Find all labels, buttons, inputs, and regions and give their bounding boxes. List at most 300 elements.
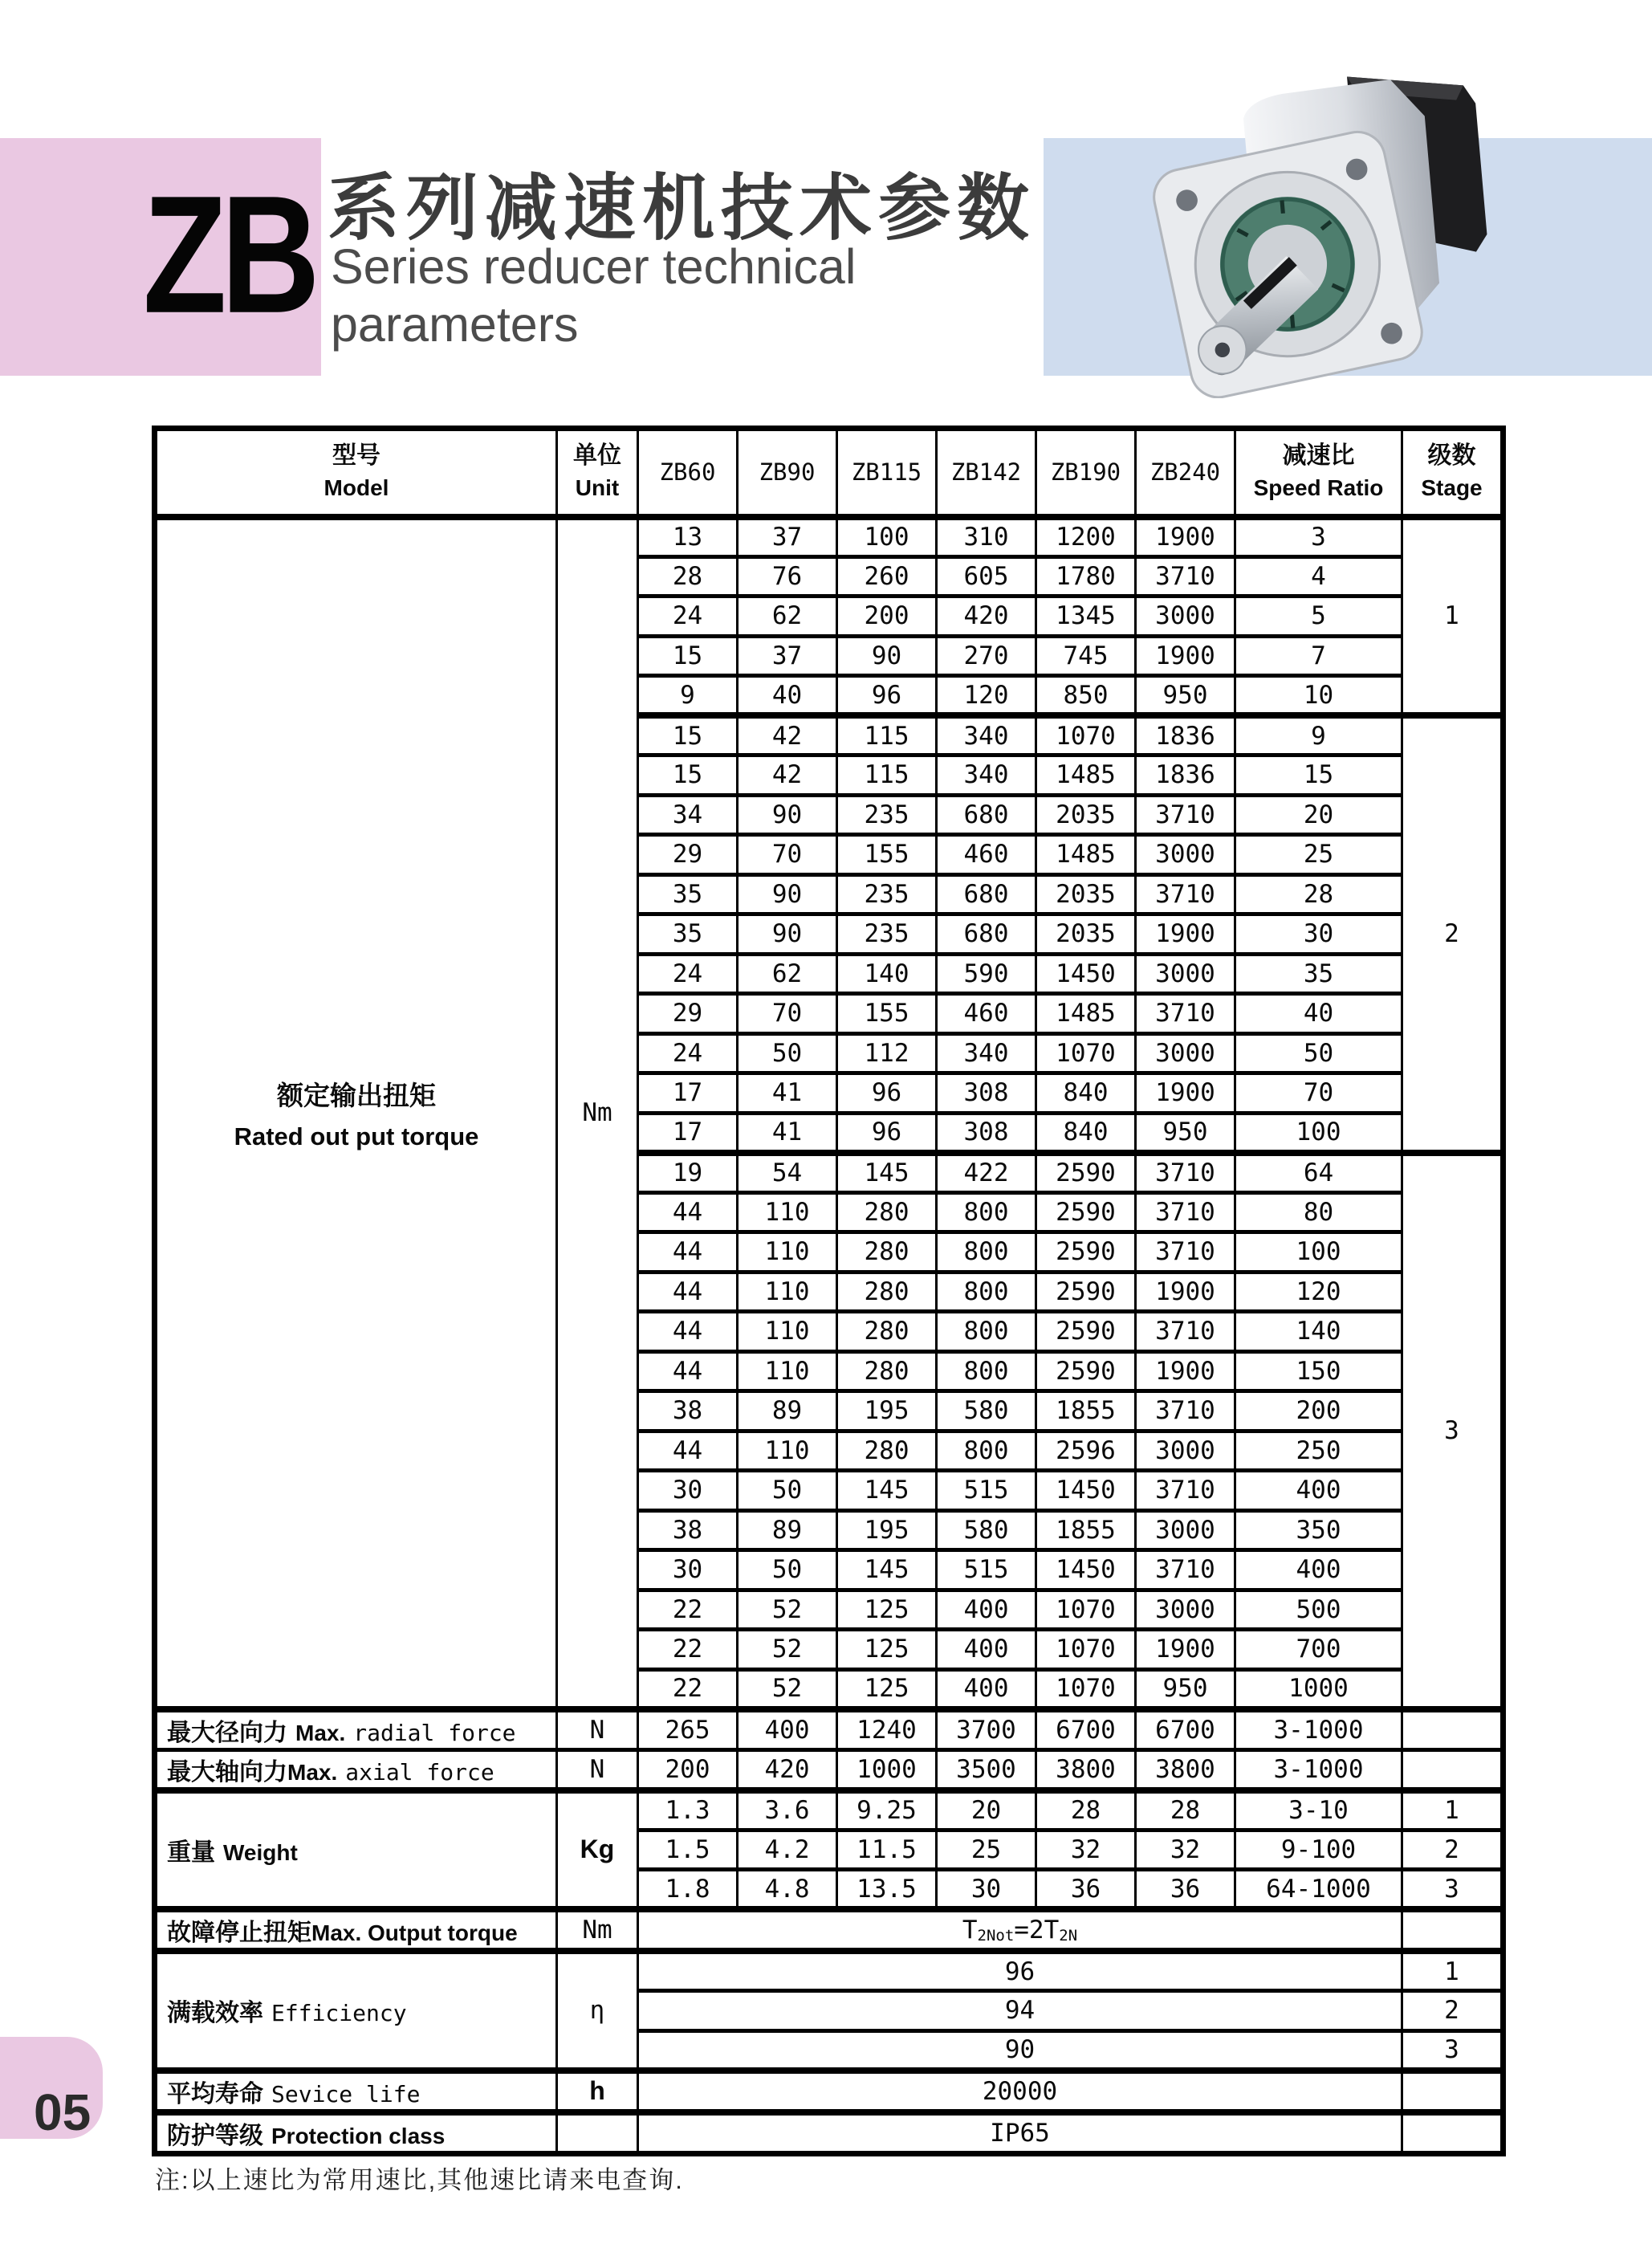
unit-cell: η — [557, 1951, 638, 2071]
col-header-unit-zh: 单位 — [573, 442, 621, 470]
torque-value: 460 — [937, 835, 1036, 875]
service-life-label-zh: 平均寿命 — [167, 2080, 263, 2107]
page-number: 05 — [34, 2083, 92, 2141]
torque-value: 400 — [937, 1669, 1036, 1709]
value-cell: 3800 — [1036, 1749, 1136, 1790]
torque-value: 2590 — [1036, 1312, 1136, 1352]
col-header-zb240: ZB240 — [1136, 429, 1235, 517]
torque-value: 9 — [638, 676, 738, 716]
stage-value: 2 — [1402, 1830, 1503, 1870]
torque-value: 1900 — [1136, 914, 1235, 955]
torque-value: 195 — [837, 1510, 937, 1550]
torque-value: 30 — [638, 1550, 738, 1590]
col-header-zb90: ZB90 — [738, 429, 837, 517]
page-title-en-line1: Series reducer technical — [331, 239, 857, 294]
torque-value: 50 — [738, 1471, 837, 1511]
stage-value: 1 — [1402, 1951, 1503, 1991]
torque-value: 400 — [937, 1630, 1036, 1670]
max-output-label-zh: 故障停止扭矩 — [167, 1920, 311, 1946]
torque-value: 235 — [837, 874, 937, 914]
torque-value: 41 — [738, 1073, 837, 1114]
protection-class-row — [155, 2112, 1503, 2154]
weight-row — [155, 1790, 1503, 1831]
torque-value: 1780 — [1036, 556, 1136, 597]
value-cell: 32 — [1136, 1830, 1235, 1870]
efficiency-value: 96 — [638, 1951, 1402, 1991]
col-header-stage-en: Stage — [1421, 475, 1483, 501]
torque-value: 340 — [937, 715, 1036, 755]
page-title-zh: 系列减速机技术参数 — [328, 169, 1036, 249]
torque-value: 1900 — [1136, 1351, 1235, 1391]
value-cell: 28 — [1136, 1790, 1235, 1831]
speed-ratio-value: 70 — [1235, 1073, 1402, 1114]
axial-label-zh: 最大轴向力 — [167, 1758, 287, 1786]
value-cell: 265 — [638, 1709, 738, 1750]
torque-value: 800 — [937, 1232, 1036, 1273]
col-header-unit-en: Unit — [575, 475, 620, 501]
torque-value: 89 — [738, 1391, 837, 1431]
torque-value: 145 — [837, 1471, 937, 1511]
speed-ratio-value: 10 — [1235, 676, 1402, 716]
formula-t1: T — [962, 1916, 978, 1945]
torque-value: 800 — [937, 1431, 1036, 1471]
torque-value: 76 — [738, 556, 837, 597]
torque-value: 800 — [937, 1272, 1036, 1312]
torque-value: 1900 — [1136, 517, 1235, 557]
row-label-max-output — [155, 1909, 557, 1951]
header-row — [155, 429, 1503, 517]
speed-ratio-value: 4 — [1235, 556, 1402, 597]
torque-value: 1900 — [1136, 1272, 1235, 1312]
torque-value: 13 — [638, 517, 738, 557]
value-cell: 3700 — [937, 1709, 1036, 1750]
torque-value: 50 — [738, 1550, 837, 1590]
torque-value: 3710 — [1136, 994, 1235, 1034]
torque-value: 44 — [638, 1272, 738, 1312]
ratio-cell: 3-1000 — [1235, 1709, 1402, 1750]
torque-value: 3710 — [1136, 1391, 1235, 1431]
efficiency-value: 94 — [638, 1991, 1402, 2031]
speed-ratio-value: 80 — [1235, 1192, 1402, 1232]
torque-value: 145 — [837, 1550, 937, 1590]
speed-ratio-value: 500 — [1235, 1590, 1402, 1630]
torque-value: 950 — [1136, 1113, 1235, 1153]
torque-value: 115 — [837, 755, 937, 796]
torque-value: 1070 — [1036, 1630, 1136, 1670]
torque-value: 3710 — [1136, 795, 1235, 835]
ratio-cell: 3-1000 — [1235, 1749, 1402, 1790]
torque-value: 195 — [837, 1391, 937, 1431]
torque-value: 590 — [937, 954, 1036, 994]
service-life-row — [155, 2071, 1503, 2112]
efficiency-row — [155, 1951, 1503, 1991]
torque-value: 3710 — [1136, 1471, 1235, 1511]
speed-ratio-value: 100 — [1235, 1232, 1402, 1273]
table-lower-section — [155, 1709, 1503, 2154]
page-title-en-line2: parameters — [331, 297, 579, 352]
torque-value: 680 — [937, 874, 1036, 914]
torque-value: 3710 — [1136, 1312, 1235, 1352]
torque-label-en: Rated out put torque — [234, 1122, 479, 1150]
col-header-zb142: ZB142 — [937, 429, 1036, 517]
torque-value: 280 — [837, 1351, 937, 1391]
torque-value: 280 — [837, 1272, 937, 1312]
torque-value: 235 — [837, 795, 937, 835]
torque-value: 3000 — [1136, 835, 1235, 875]
torque-value: 3710 — [1136, 556, 1235, 597]
torque-value: 2590 — [1036, 1192, 1136, 1232]
stage-value: 3 — [1402, 1870, 1503, 1910]
spec-table — [152, 426, 1506, 2156]
torque-value: 96 — [837, 1113, 937, 1153]
protection-label-en: Protection class — [271, 2123, 446, 2148]
torque-value: 2035 — [1036, 795, 1136, 835]
formula-t2: =2T — [1014, 1916, 1060, 1945]
torque-value: 580 — [937, 1391, 1036, 1431]
row-label-service-life — [155, 2071, 557, 2112]
speed-ratio-value: 30 — [1235, 914, 1402, 955]
torque-value: 1855 — [1036, 1391, 1136, 1431]
axial-force-row — [155, 1749, 1503, 1790]
col-header-stage-zh: 级数 — [1427, 442, 1476, 470]
speed-ratio-value: 150 — [1235, 1351, 1402, 1391]
col-header-ratio-zh: 减速比 — [1282, 442, 1355, 470]
series-code: ZB — [143, 161, 315, 348]
speed-ratio-value: 9 — [1235, 715, 1402, 755]
value-cell: 4.2 — [738, 1830, 837, 1870]
col-header-unit — [557, 429, 638, 517]
torque-value: 37 — [738, 636, 837, 676]
torque-value: 515 — [937, 1471, 1036, 1511]
row-label-weight — [155, 1790, 557, 1910]
torque-value: 24 — [638, 1033, 738, 1073]
ratio-cell: 3-10 — [1235, 1790, 1402, 1831]
torque-value: 41 — [738, 1113, 837, 1153]
stage-cell-empty — [1402, 2112, 1503, 2154]
value-cell: 36 — [1136, 1870, 1235, 1910]
torque-value: 35 — [638, 874, 738, 914]
speed-ratio-value: 5 — [1235, 597, 1402, 637]
speed-ratio-value: 50 — [1235, 1033, 1402, 1073]
torque-row-label — [155, 517, 557, 1709]
torque-value: 2590 — [1036, 1272, 1136, 1312]
torque-value: 96 — [837, 1073, 937, 1114]
speed-ratio-value: 1000 — [1235, 1669, 1402, 1709]
unit-cell: Nm — [557, 1909, 638, 1951]
torque-value: 22 — [638, 1590, 738, 1630]
torque-value: 52 — [738, 1590, 837, 1630]
torque-value: 745 — [1036, 636, 1136, 676]
torque-value: 3000 — [1136, 1431, 1235, 1471]
torque-value: 1070 — [1036, 1033, 1136, 1073]
stage-value: 3 — [1402, 2030, 1503, 2071]
torque-section — [155, 517, 1503, 1709]
torque-value: 2035 — [1036, 874, 1136, 914]
value-cell: 30 — [937, 1870, 1036, 1910]
torque-value: 3710 — [1136, 1192, 1235, 1232]
torque-value: 145 — [837, 1153, 937, 1193]
torque-value: 17 — [638, 1073, 738, 1114]
torque-value: 340 — [937, 755, 1036, 796]
col-header-stage — [1402, 429, 1503, 517]
torque-value: 155 — [837, 994, 937, 1034]
torque-value: 29 — [638, 835, 738, 875]
torque-value: 112 — [837, 1033, 937, 1073]
speed-ratio-value: 140 — [1235, 1312, 1402, 1352]
torque-value: 54 — [738, 1153, 837, 1193]
torque-value: 42 — [738, 715, 837, 755]
torque-value: 308 — [937, 1073, 1036, 1114]
value-cell: 3.6 — [738, 1790, 837, 1831]
gearbox-photo-icon — [1124, 53, 1522, 398]
torque-value: 110 — [738, 1431, 837, 1471]
torque-value: 125 — [837, 1590, 937, 1630]
torque-value: 1345 — [1036, 597, 1136, 637]
torque-value: 1200 — [1036, 517, 1136, 557]
torque-value: 15 — [638, 715, 738, 755]
torque-value: 420 — [937, 597, 1036, 637]
torque-value: 400 — [937, 1590, 1036, 1630]
torque-value: 38 — [638, 1391, 738, 1431]
torque-value: 515 — [937, 1550, 1036, 1590]
torque-value: 2590 — [1036, 1232, 1136, 1273]
torque-value: 280 — [837, 1431, 937, 1471]
torque-value: 110 — [738, 1312, 837, 1352]
footnote: 注:以上速比为常用速比,其他速比请来电查询. — [155, 2166, 684, 2194]
speed-ratio-value: 350 — [1235, 1510, 1402, 1550]
torque-value: 22 — [638, 1669, 738, 1709]
value-cell: 4.8 — [738, 1870, 837, 1910]
page-title-en — [331, 238, 856, 353]
max-output-formula — [638, 1909, 1402, 1951]
value-cell: 13.5 — [837, 1870, 937, 1910]
torque-value: 850 — [1036, 676, 1136, 716]
value-cell: 1.8 — [638, 1870, 738, 1910]
stage-cell-empty — [1402, 2071, 1503, 2112]
torque-value: 1485 — [1036, 835, 1136, 875]
row-label-axial — [155, 1749, 557, 1790]
torque-value: 2590 — [1036, 1351, 1136, 1391]
axial-label-en: axial force — [345, 1758, 494, 1786]
row-label-efficiency — [155, 1951, 557, 2071]
torque-value: 3000 — [1136, 1033, 1235, 1073]
speed-ratio-value: 20 — [1235, 795, 1402, 835]
value-cell: 1.3 — [638, 1790, 738, 1831]
speed-ratio-value: 400 — [1235, 1550, 1402, 1590]
efficiency-value: 90 — [638, 2030, 1402, 2071]
speed-ratio-value: 64 — [1235, 1153, 1402, 1193]
torque-value: 422 — [937, 1153, 1036, 1193]
torque-value: 3000 — [1136, 954, 1235, 994]
torque-value: 3710 — [1136, 1153, 1235, 1193]
torque-value: 3710 — [1136, 1550, 1235, 1590]
torque-value: 1836 — [1136, 755, 1235, 796]
torque-value: 35 — [638, 914, 738, 955]
torque-value: 90 — [738, 795, 837, 835]
torque-value: 110 — [738, 1272, 837, 1312]
col-header-zb60: ZB60 — [638, 429, 738, 517]
value-cell: 11.5 — [837, 1830, 937, 1870]
speed-ratio-value: 400 — [1235, 1471, 1402, 1511]
torque-value: 3710 — [1136, 874, 1235, 914]
stage-value: 2 — [1402, 715, 1503, 1153]
unit-cell: h — [557, 2071, 638, 2112]
torque-value: 3000 — [1136, 1590, 1235, 1630]
speed-ratio-value: 28 — [1235, 874, 1402, 914]
torque-value: 50 — [738, 1033, 837, 1073]
radial-force-row — [155, 1709, 1503, 1750]
torque-value: 34 — [638, 795, 738, 835]
torque-value: 308 — [937, 1113, 1036, 1153]
torque-value: 280 — [837, 1192, 937, 1232]
value-cell: 1.5 — [638, 1830, 738, 1870]
torque-value: 1900 — [1136, 1630, 1235, 1670]
unit-cell: N — [557, 1749, 638, 1790]
unit-cell: Kg — [557, 1790, 638, 1910]
col-header-model-zh: 型号 — [332, 442, 380, 470]
max-output-torque-row — [155, 1909, 1503, 1951]
radial-label-zh: 最大径向力 — [167, 1719, 287, 1746]
axial-label-max: Max. — [287, 1759, 338, 1785]
torque-value: 30 — [638, 1471, 738, 1511]
torque-value: 17 — [638, 1113, 738, 1153]
weight-label-zh: 重量 — [167, 1839, 215, 1866]
stage-cell-empty — [1402, 1709, 1503, 1750]
stage-value: 2 — [1402, 1991, 1503, 2031]
protection-label-zh: 防护等级 — [167, 2122, 263, 2149]
torque-value: 24 — [638, 954, 738, 994]
torque-value: 270 — [937, 636, 1036, 676]
torque-value: 3710 — [1136, 1232, 1235, 1273]
torque-value: 90 — [837, 636, 937, 676]
torque-value: 840 — [1036, 1113, 1136, 1153]
speed-ratio-value: 35 — [1235, 954, 1402, 994]
torque-value: 19 — [638, 1153, 738, 1193]
value-cell: 20 — [937, 1790, 1036, 1831]
torque-value: 125 — [837, 1669, 937, 1709]
stage-value: 1 — [1402, 1790, 1503, 1831]
torque-value: 800 — [937, 1351, 1036, 1391]
stage-value: 1 — [1402, 517, 1503, 716]
weight-label-en: Weight — [223, 1839, 298, 1865]
torque-value: 235 — [837, 914, 937, 955]
torque-value: 52 — [738, 1630, 837, 1670]
value-cell: 36 — [1036, 1870, 1136, 1910]
value-cell: 9.25 — [837, 1790, 937, 1831]
torque-value: 44 — [638, 1351, 738, 1391]
speed-ratio-value: 7 — [1235, 636, 1402, 676]
torque-value: 680 — [937, 914, 1036, 955]
torque-value: 1485 — [1036, 994, 1136, 1034]
torque-value: 140 — [837, 954, 937, 994]
torque-value: 580 — [937, 1510, 1036, 1550]
formula-sub1: 2Not — [977, 1927, 1015, 1945]
table-header-section — [155, 429, 1503, 517]
value-cell: 3500 — [937, 1749, 1036, 1790]
torque-value: 120 — [937, 676, 1036, 716]
torque-value: 1900 — [1136, 1073, 1235, 1114]
value-cell: 28 — [1036, 1790, 1136, 1831]
torque-value: 1450 — [1036, 1471, 1136, 1511]
col-header-model-en: Model — [323, 475, 389, 501]
torque-value: 1070 — [1036, 1669, 1136, 1709]
torque-value: 1450 — [1036, 1550, 1136, 1590]
speed-ratio-value: 200 — [1235, 1391, 1402, 1431]
torque-value: 110 — [738, 1232, 837, 1273]
value-cell: 3800 — [1136, 1749, 1235, 1790]
value-cell: 420 — [738, 1749, 837, 1790]
torque-value: 125 — [837, 1630, 937, 1670]
efficiency-label-en: Efficiency — [271, 2000, 407, 2027]
torque-value: 2035 — [1036, 914, 1136, 955]
torque-value: 100 — [837, 517, 937, 557]
speed-ratio-value: 15 — [1235, 755, 1402, 796]
torque-value: 40 — [738, 676, 837, 716]
torque-value: 62 — [738, 954, 837, 994]
torque-value: 1836 — [1136, 715, 1235, 755]
value-cell: 32 — [1036, 1830, 1136, 1870]
torque-value: 44 — [638, 1192, 738, 1232]
torque-value: 44 — [638, 1431, 738, 1471]
torque-value: 260 — [837, 556, 937, 597]
efficiency-label-zh: 满载效率 — [167, 2000, 263, 2027]
value-cell: 400 — [738, 1709, 837, 1750]
value-cell: 6700 — [1136, 1709, 1235, 1750]
torque-value: 840 — [1036, 1073, 1136, 1114]
unit-cell-empty — [557, 2112, 638, 2154]
torque-value: 950 — [1136, 1669, 1235, 1709]
torque-value: 800 — [937, 1192, 1036, 1232]
torque-value: 44 — [638, 1232, 738, 1273]
torque-value: 280 — [837, 1312, 937, 1352]
row-label-radial — [155, 1709, 557, 1750]
torque-value: 70 — [738, 835, 837, 875]
torque-value: 2596 — [1036, 1431, 1136, 1471]
speed-ratio-value: 120 — [1235, 1272, 1402, 1312]
formula-sub2: 2N — [1059, 1927, 1078, 1945]
torque-value: 1070 — [1036, 1590, 1136, 1630]
value-cell: 1240 — [837, 1709, 937, 1750]
torque-value: 15 — [638, 636, 738, 676]
row-label-protection — [155, 2112, 557, 2154]
value-cell: 25 — [937, 1830, 1036, 1870]
value-cell: 200 — [638, 1749, 738, 1790]
protection-value: IP65 — [638, 2112, 1402, 2154]
col-header-zb115: ZB115 — [837, 429, 937, 517]
torque-value: 22 — [638, 1630, 738, 1670]
torque-value: 115 — [837, 715, 937, 755]
ratio-cell: 9-100 — [1235, 1830, 1402, 1870]
torque-value: 110 — [738, 1351, 837, 1391]
torque-value: 2590 — [1036, 1153, 1136, 1193]
torque-unit: Nm — [557, 517, 638, 1709]
torque-value: 90 — [738, 914, 837, 955]
stage-cell-empty — [1402, 1909, 1503, 1951]
speed-ratio-value: 25 — [1235, 835, 1402, 875]
col-header-zb190: ZB190 — [1036, 429, 1136, 517]
torque-value: 15 — [638, 755, 738, 796]
torque-value: 310 — [937, 517, 1036, 557]
torque-value: 1070 — [1036, 715, 1136, 755]
torque-value: 44 — [638, 1312, 738, 1352]
torque-value: 3000 — [1136, 597, 1235, 637]
torque-value: 1855 — [1036, 1510, 1136, 1550]
col-header-ratio — [1235, 429, 1402, 517]
torque-value: 42 — [738, 755, 837, 796]
torque-value: 1450 — [1036, 954, 1136, 994]
torque-value: 70 — [738, 994, 837, 1034]
torque-value: 1485 — [1036, 755, 1136, 796]
